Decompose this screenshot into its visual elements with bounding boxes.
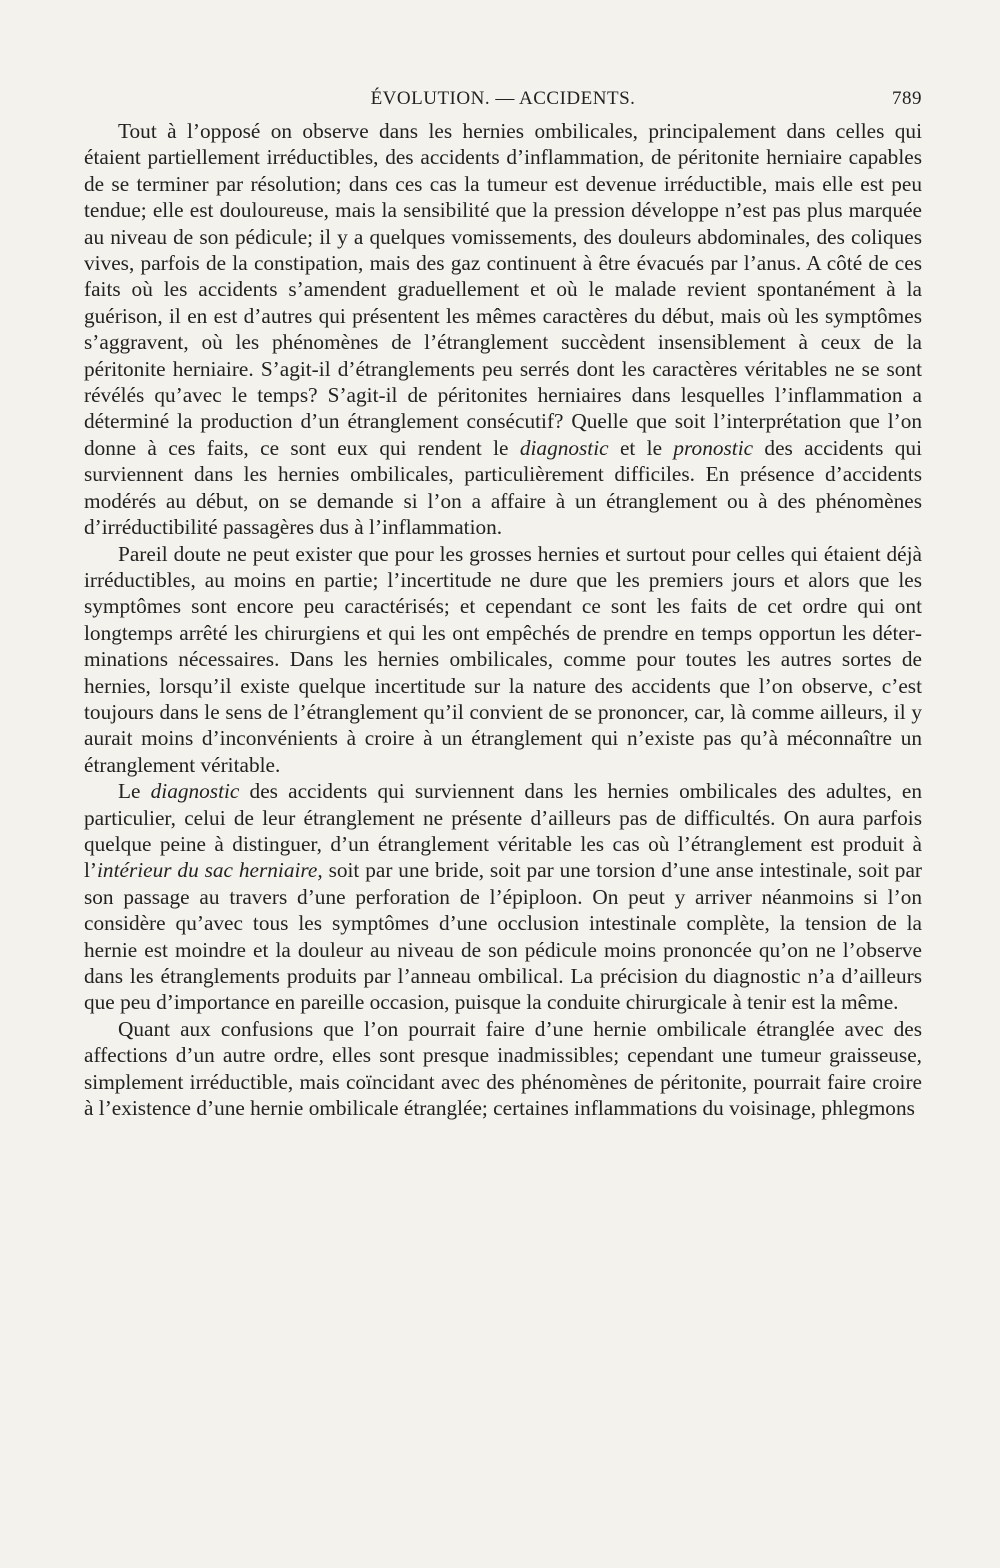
paragraph-4 bbox=[84, 1016, 922, 1122]
text-run: des accidents qui surviennent dans les hernies ombilicales, particulièrement difficiles. En présence d’accidents modérés au début, on se demande si l’on a affaire à un étranglement ou à des phénomènes d’irréductibilité passagères dus à l’inflammation. bbox=[84, 435, 922, 540]
running-header bbox=[84, 88, 922, 118]
text-run: soit par une bride, soit par une torsion d’une anse intestinale, soit par son passage au travers d’une perforation de l’épiploon. On peut y arriver néanmoins si l’on considère qu’avec tous les symptômes d’une occlusion intestinale complète, la tension de la hernie est moindre et la douleur au niveau de son pédicule moins prononcée qu’on ne l’observe dans les étranglements produits par l’anneau ombilical. La précision du diagnostic n’a d’ailleurs que peu d’importance en pareille occasion, puisque la conduite chirurgicale à tenir est la même. bbox=[84, 858, 923, 1015]
text-run: et le bbox=[608, 435, 674, 460]
running-title: ÉVOLUTION. — ACCIDENTS. bbox=[370, 88, 636, 109]
text-run: Tout à l’opposé on observe dans les hernies ombilicales, principalement dans celles qui étaient partiellement irréductibles, des accidents d’inflammation, de péritonite herniaire capables de se terminer par résolution; dans ces cas la tumeur est devenue irréductible, mais elle est peu tendue; elle est douloureuse, mais la sensibilité que la pression développe n’est pas plus marquée au niveau de son pédicule; il y a quelques vomissements, des douleurs abdominales, des coliques vives, parfois de la constipation, mais des gaz continuent à être évacués par l’anus. A côté de ces faits où les accidents s’amendent graduellement et où le malade revient spontanément à la guérison, il en est d’autres qui présentent les mêmes caractères du début, mais où les symptômes s’aggravent, où les phénomènes de l’étranglement succèdent insensiblement à ceux de la péritonite herniaire. S’agit-il d’étranglements peu serrés dont les caractères véritables ne se sont révélés qu’avec le temps? S’agit-il de péritonites herniaires dans lesquelles l’inflammation a déterminé la production d’un étranglement consécutif? Quelle que soit l’interprétation que l’on donne à ces faits, ce sont eux qui rendent le bbox=[84, 119, 922, 460]
italic-term-pronostic: pronostic bbox=[673, 435, 754, 460]
body-text bbox=[84, 118, 922, 1121]
paragraph-3 bbox=[84, 778, 922, 1016]
italic-term-diagnostic: diagnostic bbox=[150, 779, 240, 804]
paragraph-1 bbox=[84, 118, 922, 541]
italic-term-diagnostic: diagnostic bbox=[519, 435, 609, 460]
book-page bbox=[84, 88, 922, 1121]
page-number: 789 bbox=[892, 88, 922, 109]
italic-term-interieur-du-sac: intérieur du sac herniaire, bbox=[97, 858, 323, 883]
text-run: Quant aux confusions que l’on pourrait faire d’une hernie ombilicale étranglée avec des affections d’un autre ordre, elles sont presque inadmissibles; cependant une tumeur graisseuse, simplement irréductible, mais coïncidant avec des phénomènes de péritonite, pourrait faire croire à l’existence d’une hernie ombilicale étranglée; certaines inflammations du voisinage, phlegmons bbox=[84, 1016, 922, 1121]
text-run: Le bbox=[118, 779, 151, 804]
text-run: des accidents qui surviennent dans les hernies ombilicales des adultes, en particulier, celui de leur étranglement ne présente d’ailleurs pas de difficultés. On aura parfois quelque peine à distinguer, d’un étranglement véritable les cas où l’étranglement est produit à l’ bbox=[84, 779, 922, 883]
paragraph-2 bbox=[84, 541, 922, 779]
text-run: Pareil doute ne peut exister que pour les grosses hernies et surtout pour celles qui étaient déjà irréductibles, au moins en partie; l’incertitude ne dure que les premiers jours et alors que les symptômes sont encore peu caractérisés; et cependant ce sont les faits de cet ordre qui ont longtemps arrêté les chirurgiens et qui les ont empêchés de prendre en temps opportun les déterminations nécessaires. Dans les hernies ombilicales, comme pour toutes les autres sortes de hernies, lorsqu’il existe quelque incertitude sur la nature des accidents que l’on observe, c’est toujours dans le sens de l’étranglement qu’il convient de se prononcer, car, là comme ailleurs, il y aurait moins d’inconvénients à croire à un étranglement qui n’existe pas qu’à méconnaître un étranglement véritable. bbox=[84, 541, 922, 777]
